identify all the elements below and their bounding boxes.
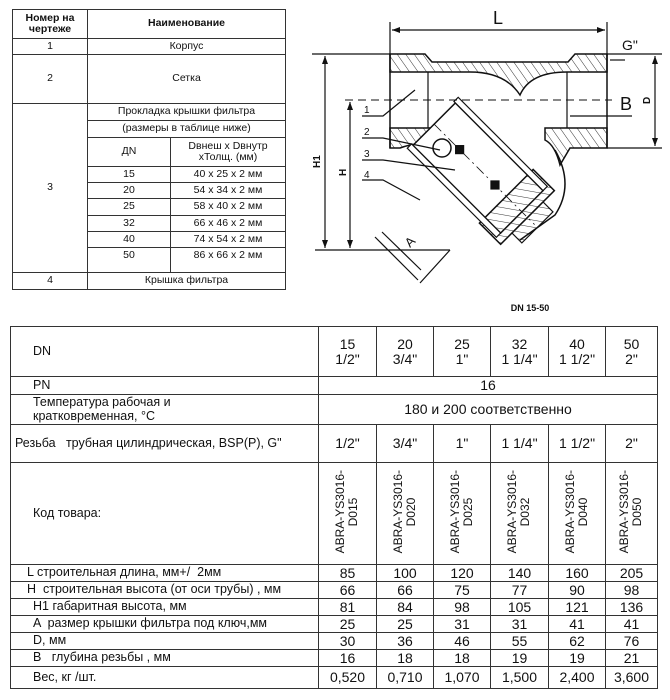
thread-cell: 3/4" [377, 425, 434, 463]
row-dn [11, 327, 658, 377]
row-code [11, 463, 658, 565]
specs-table [10, 326, 658, 689]
part-number: 1 [13, 39, 88, 55]
product-code: ABRA-YS3016- D040 [562, 470, 590, 554]
dn-cell: 25 1" [434, 327, 491, 377]
spec-value: 1,070 [434, 667, 491, 689]
spec-value: 85 [319, 565, 377, 582]
spec-row [11, 616, 658, 633]
spec-value: 75 [434, 582, 491, 599]
product-code-cell [549, 463, 606, 565]
spec-value: 140 [491, 565, 549, 582]
row-label: Вес, кг /шт. [11, 667, 319, 689]
product-code-cell [434, 463, 491, 565]
label-g: G" [622, 37, 638, 53]
part-name: Сетка [88, 55, 286, 104]
label-h: H [338, 168, 349, 176]
spec-value: 25 [377, 616, 434, 633]
spec-row [11, 582, 658, 599]
product-code-cell [491, 463, 549, 565]
gasket-dn: 50 [88, 248, 171, 273]
spec-value: 76 [606, 633, 658, 650]
spec-value: 1,500 [491, 667, 549, 689]
thread-cell: 1" [434, 425, 491, 463]
spec-value: 31 [434, 616, 491, 633]
row-label: H строительная высота (от оси трубы) , мм [11, 582, 319, 599]
row-label: D, мм [11, 633, 319, 650]
part-number: 2 [13, 55, 88, 104]
part-name: Крышка фильтра [88, 273, 286, 290]
spec-value: 3,600 [606, 667, 658, 689]
spec-value: 105 [491, 599, 549, 616]
gasket-size: 86 x 66 x 2 мм [171, 248, 286, 273]
callout-4: 4 [364, 170, 370, 181]
part-name: Прокладка крышки фильтра [88, 104, 286, 121]
spec-value: 84 [377, 599, 434, 616]
row-label: B глубина резьбы , мм [11, 650, 319, 667]
gasket-dn: 40 [88, 232, 171, 248]
product-code: ABRA-YS3016- D025 [447, 470, 475, 554]
temp-value: 180 и 200 соответственно [319, 395, 658, 425]
spec-value: 31 [491, 616, 549, 633]
thread-cell: 1 1/2" [549, 425, 606, 463]
dn-cell: 40 1 1/2" [549, 327, 606, 377]
spec-value: 19 [491, 650, 549, 667]
spec-value: 36 [377, 633, 434, 650]
spec-row [11, 667, 658, 689]
row-label: PN [11, 377, 319, 395]
spec-value: 2,400 [549, 667, 606, 689]
product-code: ABRA-YS3016- D050 [617, 470, 645, 554]
gasket-dn: 15 [88, 167, 171, 183]
spec-value: 160 [549, 565, 606, 582]
row-label: A размер крышки фильтра под ключ,мм [11, 616, 319, 633]
spec-value: 55 [491, 633, 549, 650]
spec-value: 16 [319, 650, 377, 667]
gasket-size: 66 x 46 x 2 мм [171, 216, 286, 232]
label-a: A [401, 233, 419, 251]
row-label: DN [11, 327, 319, 377]
spec-value: 98 [434, 599, 491, 616]
label-d: D [642, 96, 653, 104]
row-label: H1 габаритная высота, мм [11, 599, 319, 616]
spec-value: 18 [377, 650, 434, 667]
spec-value: 205 [606, 565, 658, 582]
label-h1: H1 [312, 155, 323, 168]
dn-cell: 50 2" [606, 327, 658, 377]
part-name: Корпус [88, 39, 286, 55]
header-name: Наименование [88, 10, 286, 39]
part-number: 4 [13, 273, 88, 290]
thread-cell: 1 1/4" [491, 425, 549, 463]
product-code-cell [377, 463, 434, 565]
part-number: 3 [13, 104, 88, 273]
spec-value: 46 [434, 633, 491, 650]
gasket-dn: 25 [88, 199, 171, 216]
row-label: Код товара: [11, 463, 319, 565]
product-code-cell [606, 463, 658, 565]
gasket-size: 74 x 54 x 2 мм [171, 232, 286, 248]
spec-row [11, 565, 658, 582]
spec-value: 77 [491, 582, 549, 599]
product-code-cell [319, 463, 377, 565]
spec-value: 81 [319, 599, 377, 616]
dn-cell: 20 3/4" [377, 327, 434, 377]
row-label: Резьба трубная цилиндрическая, BSP(P), G" [11, 425, 319, 463]
spec-value: 41 [606, 616, 658, 633]
spec-value: 19 [549, 650, 606, 667]
callout-2: 2 [364, 127, 370, 138]
product-code: ABRA-YS3016- D032 [505, 470, 533, 554]
label-b: B [620, 94, 633, 114]
spec-value: 100 [377, 565, 434, 582]
header-number: Номер на чертеже [13, 10, 88, 39]
spec-value: 90 [549, 582, 606, 599]
spec-value: 41 [549, 616, 606, 633]
product-code: ABRA-YS3016- D015 [333, 470, 361, 554]
spec-value: 21 [606, 650, 658, 667]
row-label: L строительная длина, мм+/ 2мм [11, 565, 319, 582]
product-code: ABRA-YS3016- D020 [390, 470, 418, 554]
gasket-size: 40 x 25 x 2 мм [171, 167, 286, 183]
row-label: Температура рабочая и кратковременная, °C [11, 395, 319, 425]
row-pn [11, 377, 658, 395]
gasket-header-dn: ДN [88, 138, 171, 167]
dn-cell: 32 1 1/4" [491, 327, 549, 377]
strainer-drawing [0, 0, 670, 320]
spec-value: 25 [319, 616, 377, 633]
gasket-header-size: Dвнеш x Dвнутр xТолщ. (мм) [171, 138, 286, 167]
drawing-caption: DN 15-50 [510, 303, 550, 313]
spec-value: 98 [606, 582, 658, 599]
spec-value: 121 [549, 599, 606, 616]
pn-value: 16 [319, 377, 658, 395]
dn-cell: 15 1/2" [319, 327, 377, 377]
label-l: L [492, 8, 504, 28]
part-name-note: (размеры в таблице ниже) [88, 121, 286, 138]
spec-value: 30 [319, 633, 377, 650]
gasket-size: 58 x 40 x 2 мм [171, 199, 286, 216]
spec-value: 136 [606, 599, 658, 616]
spec-value: 62 [549, 633, 606, 650]
spec-value: 120 [434, 565, 491, 582]
thread-cell: 1/2" [319, 425, 377, 463]
callout-3: 3 [364, 149, 370, 160]
spec-row [11, 599, 658, 616]
spec-row [11, 633, 658, 650]
spec-row [11, 650, 658, 667]
callout-1: 1 [364, 105, 370, 116]
gasket-dn: 20 [88, 183, 171, 199]
spec-value: 18 [434, 650, 491, 667]
gasket-dn: 32 [88, 216, 171, 232]
row-thread [11, 425, 658, 463]
spec-value: 66 [319, 582, 377, 599]
spec-value: 66 [377, 582, 434, 599]
spec-value: 0,710 [377, 667, 434, 689]
gasket-size: 54 x 34 x 2 мм [171, 183, 286, 199]
thread-cell: 2" [606, 425, 658, 463]
spec-value: 0,520 [319, 667, 377, 689]
row-temperature [11, 395, 658, 425]
